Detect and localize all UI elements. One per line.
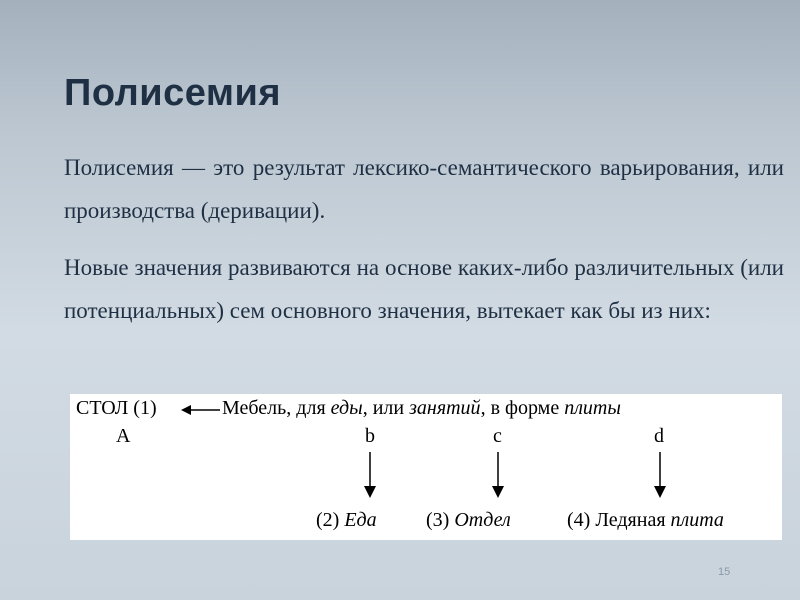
definition-part-2: еды	[330, 397, 363, 419]
arrow-b-head	[364, 486, 376, 498]
derived-4-word: плита	[670, 509, 724, 531]
sem-label-c: c	[493, 425, 502, 447]
slide-title: Полисемия	[64, 72, 281, 114]
definition-part-4: занятий	[409, 397, 481, 419]
derived-2-num: (2)	[316, 509, 340, 531]
arrow-to-source-head	[181, 405, 191, 415]
arrow-c-head	[492, 486, 504, 498]
derived-meaning-3	[426, 509, 511, 532]
definition-part-6: плиты	[564, 397, 621, 419]
derived-2-word: Еда	[344, 509, 377, 531]
arrow-d-head	[654, 486, 666, 498]
definition-line	[222, 397, 621, 420]
derived-meaning-2	[316, 509, 377, 532]
definition-part-5: , в форме	[480, 397, 565, 419]
definition-part-1: Мебель, для	[222, 397, 331, 419]
polysemy-diagram	[70, 394, 782, 540]
paragraph-explanation: Новые значения развиваются на основе каких-либо различительных (или потенциальных) сем основного значения, вытекает как бы из них:	[64, 255, 784, 323]
sem-label-b: b	[365, 425, 375, 447]
derived-meaning-4	[567, 509, 724, 532]
source-word: СТОЛ (1)	[76, 397, 157, 419]
sem-label-a: A	[116, 425, 131, 447]
derived-3-num: (3)	[426, 509, 450, 531]
sem-label-d: d	[654, 425, 664, 447]
derived-3-word: Отдел	[454, 509, 511, 531]
derived-4-num: (4) Ледяная	[567, 509, 666, 531]
page-number: 15	[718, 566, 731, 578]
definition-part-3: , или	[362, 397, 410, 419]
paragraph-definition: Полисемия — это результат лексико-семантического варьирования, или производства (деривации).	[64, 155, 784, 223]
